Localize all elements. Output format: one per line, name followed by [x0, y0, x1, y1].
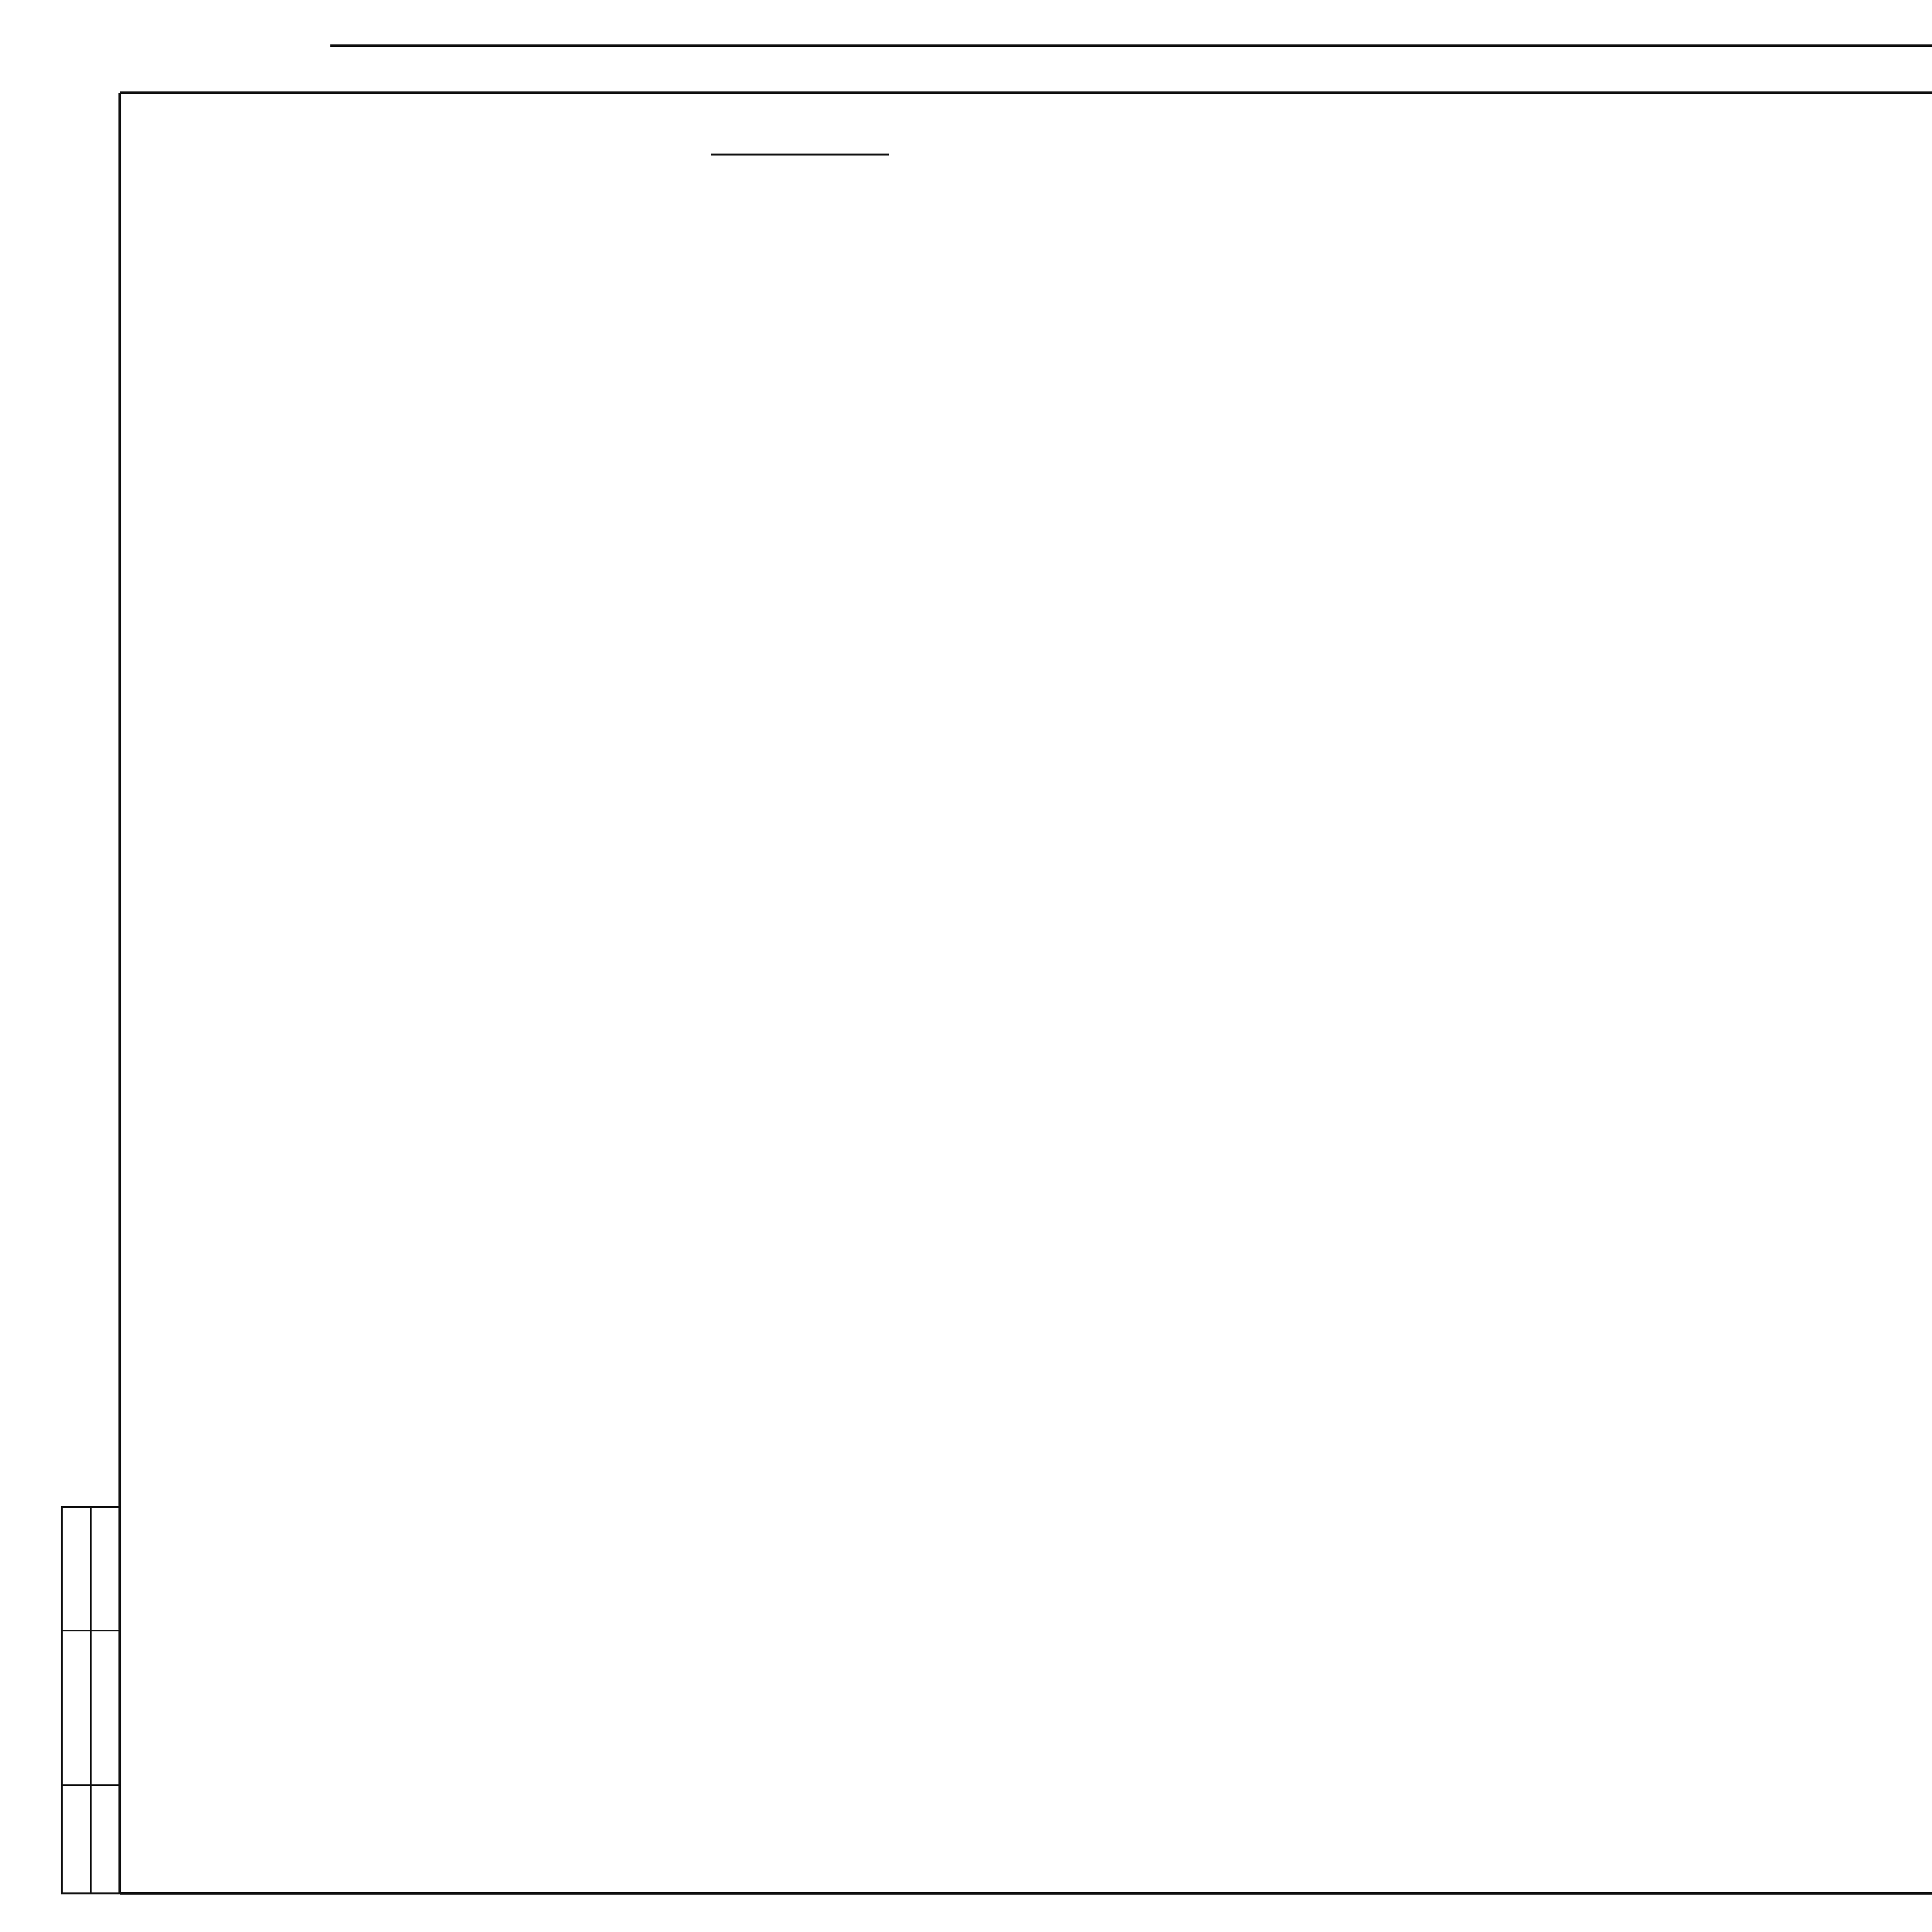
left-margin-stamp [62, 1507, 120, 1893]
sheet-frame [33, 46, 1932, 1932]
